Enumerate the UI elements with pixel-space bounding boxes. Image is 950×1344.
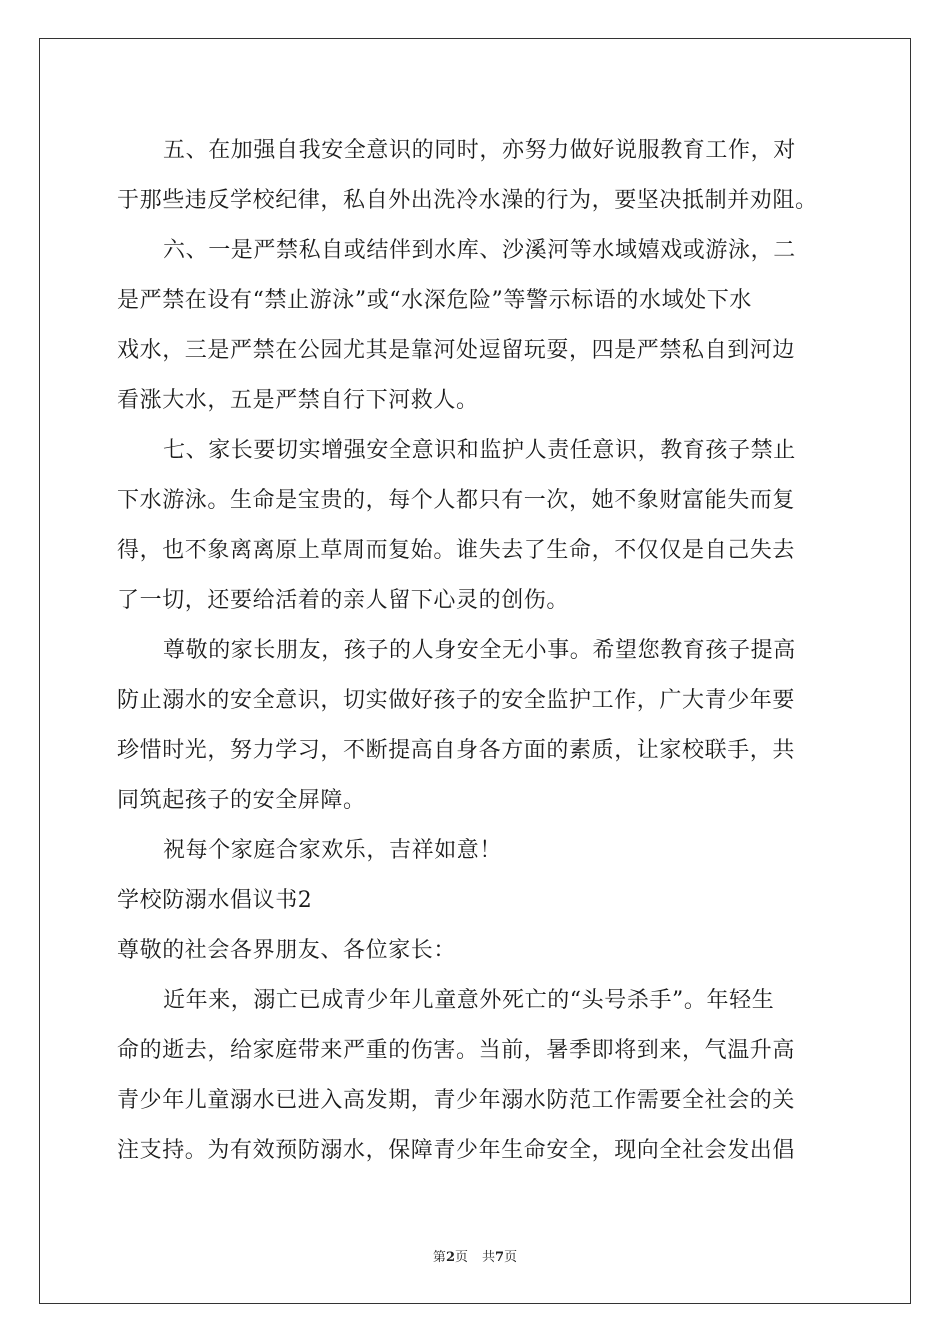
- text-line: 七、家长要切实增强安全意识和监护人责任意识，教育孩子禁止: [163, 438, 796, 463]
- page-footer: [0, 1246, 950, 1265]
- text-line: 五、在加强自我安全意识的同时，亦努力做好说服教育工作，对: [163, 138, 796, 163]
- text-line: 珍惜时光，努力学习，不断提高自身各方面的素质，让家校联手，共: [117, 738, 796, 763]
- total-pages-number: 7: [495, 1250, 505, 1265]
- footer-prefix: 第: [432, 1250, 446, 1265]
- text-line: 防止溺水的安全意识，切实做好孩子的安全监护工作，广大青少年要: [117, 688, 796, 713]
- text-line: 是严禁在设有“禁止游泳”或“水深危险”等警示标语的水域处下水: [117, 288, 752, 313]
- document-body: [117, 126, 837, 1176]
- text-line: 下水游泳。生命是宝贵的，每个人都只有一次，她不象财富能失而复: [117, 488, 796, 513]
- text-line: 了一切，还要给活着的亲人留下心灵的创伤。: [117, 588, 570, 613]
- text-line: 注支持。为有效预防溺水，保障青少年生命安全，现向全社会发出倡: [117, 1138, 796, 1163]
- text-line: 尊敬的社会各界朋友、各位家长：: [117, 938, 457, 963]
- footer-total-prefix: 共: [482, 1250, 496, 1265]
- text-line: 同筑起孩子的安全屏障。: [117, 788, 366, 813]
- text-line: 六、一是严禁私自或结伴到水库、沙溪河等水域嬉戏或游泳，二: [163, 238, 796, 263]
- text-line: 学校防溺水倡议书2: [117, 888, 313, 913]
- text-line: 得，也不象离离原上草周而复始。谁失去了生命，不仅仅是自己失去: [117, 538, 796, 563]
- footer-total-suffix: 页: [504, 1250, 518, 1265]
- text-line: 祝每个家庭合家欢乐，吉祥如意！: [163, 838, 503, 863]
- text-line: 青少年儿童溺水已进入高发期，青少年溺水防范工作需要全社会的关: [117, 1088, 796, 1113]
- text-line: 于那些违反学校纪律，私自外出洗冷水澡的行为，要坚决抵制并劝阻。: [117, 188, 818, 213]
- current-page-number: 2: [445, 1250, 455, 1265]
- footer-page-word: 页: [454, 1250, 468, 1265]
- text-line: 尊敬的家长朋友，孩子的人身安全无小事。希望您教育孩子提高: [163, 638, 796, 663]
- text-line: 近年来，溺亡已成青少年儿童意外死亡的“头号杀手”。年轻生: [163, 988, 775, 1013]
- text-line: 看涨大水，五是严禁自行下河救人。: [117, 388, 479, 413]
- text-line: 命的逝去，给家庭带来严重的伤害。当前，暑季即将到来，气温升高: [117, 1038, 796, 1063]
- text-line: 戏水，三是严禁在公园尤其是靠河处逗留玩耍，四是严禁私自到河边: [117, 338, 796, 363]
